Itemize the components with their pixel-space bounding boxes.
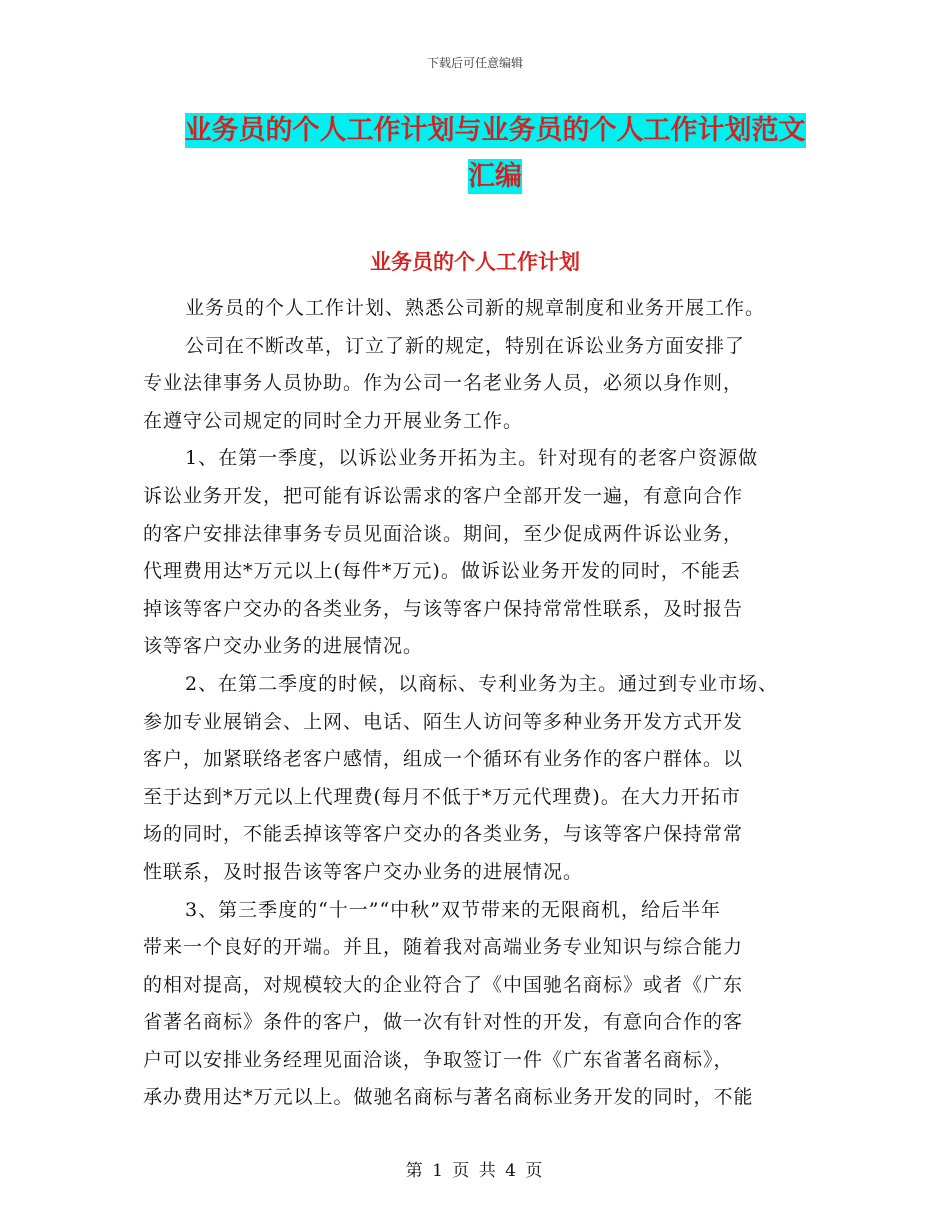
paragraph-line: 诉讼业务开发，把可能有诉讼需求的客户全部开发一遍，有意向合作 xyxy=(143,484,744,507)
paragraph-line: 代理费用达*万元以上(每件*万元)。做诉讼业务开发的同时，不能丢 xyxy=(143,560,741,583)
paragraph-line: 业务员的个人工作计划、熟悉公司新的规章制度和业务开展工作。 xyxy=(185,297,766,319)
paragraph-line: 的相对提高，对规模较大的企业符合了《中国驰名商标》或者《广东 xyxy=(143,973,744,996)
paragraph-line: 公司在不断改革，订立了新的规定，特别在诉讼业务方面安排了 xyxy=(185,334,746,357)
paragraph-line: 3、第三季度的“十一”“中秋”双节带来的无限商机，给后半年 xyxy=(185,898,721,921)
document-title-line-1: 业务员的个人工作计划与业务员的个人工作计划范文 xyxy=(184,115,806,146)
paragraph-line: 带来一个良好的开端。并且，随着我对高端业务专业知识与综合能力 xyxy=(143,936,744,959)
header-note: 下载后可任意编辑 xyxy=(426,56,523,70)
paragraph-line: 2、在第二季度的时候，以商标、专利业务为主。通过到专业市场、 xyxy=(185,672,779,695)
paragraph-line: 1、在第一季度，以诉讼业务开拓为主。针对现有的老客户资源做 xyxy=(185,447,759,470)
section-title: 业务员的个人工作计划 xyxy=(370,250,580,274)
paragraph-line: 专业法律事务人员协助。作为公司一名老业务人员，必须以身作则， xyxy=(143,372,744,395)
body-text xyxy=(143,290,823,1117)
paragraph-line: 承办费用达*万元以上。做驰名商标与著名商标业务开发的同时，不能 xyxy=(143,1086,754,1109)
document-title-line-2: 汇编 xyxy=(468,161,522,192)
paragraph-line: 该等客户交办业务的进展情况。 xyxy=(143,635,424,658)
paragraph-line: 户可以安排业务经理见面洽谈，争取签订一件《广东省著名商标》， xyxy=(143,1048,734,1071)
paragraph-line: 至于达到*万元以上代理费(每月不低于*万元代理费)。在大力开拓市 xyxy=(143,785,741,808)
paragraph-line: 在遵守公司规定的同时全力开展业务工作。 xyxy=(143,409,524,432)
paragraph-line: 参加专业展销会、上网、电话、陌生人访问等多种业务开发方式开发 xyxy=(143,710,744,733)
paragraph-line: 客户，加紧联络老客户感情，组成一个循环有业务作的客户群体。以 xyxy=(143,748,744,771)
paragraph-line: 性联系，及时报告该等客户交办业务的进展情况。 xyxy=(143,860,584,883)
page-number-footer: 第 1 页 共 4 页 xyxy=(405,1161,545,1181)
document-title xyxy=(145,108,845,200)
paragraph-line: 掉该等客户交办的各类业务，与该等客户保持常常性联系，及时报告 xyxy=(143,597,744,620)
paragraph-line: 省著名商标》条件的客户，做一次有针对性的开发，有意向合作的客 xyxy=(143,1011,744,1034)
paragraph-line: 的客户安排法律事务专员见面洽谈。期间，至少促成两件诉讼业务， xyxy=(143,522,744,545)
paragraph-line: 场的同时，不能丢掉该等客户交办的各类业务，与该等客户保持常常 xyxy=(143,823,744,846)
